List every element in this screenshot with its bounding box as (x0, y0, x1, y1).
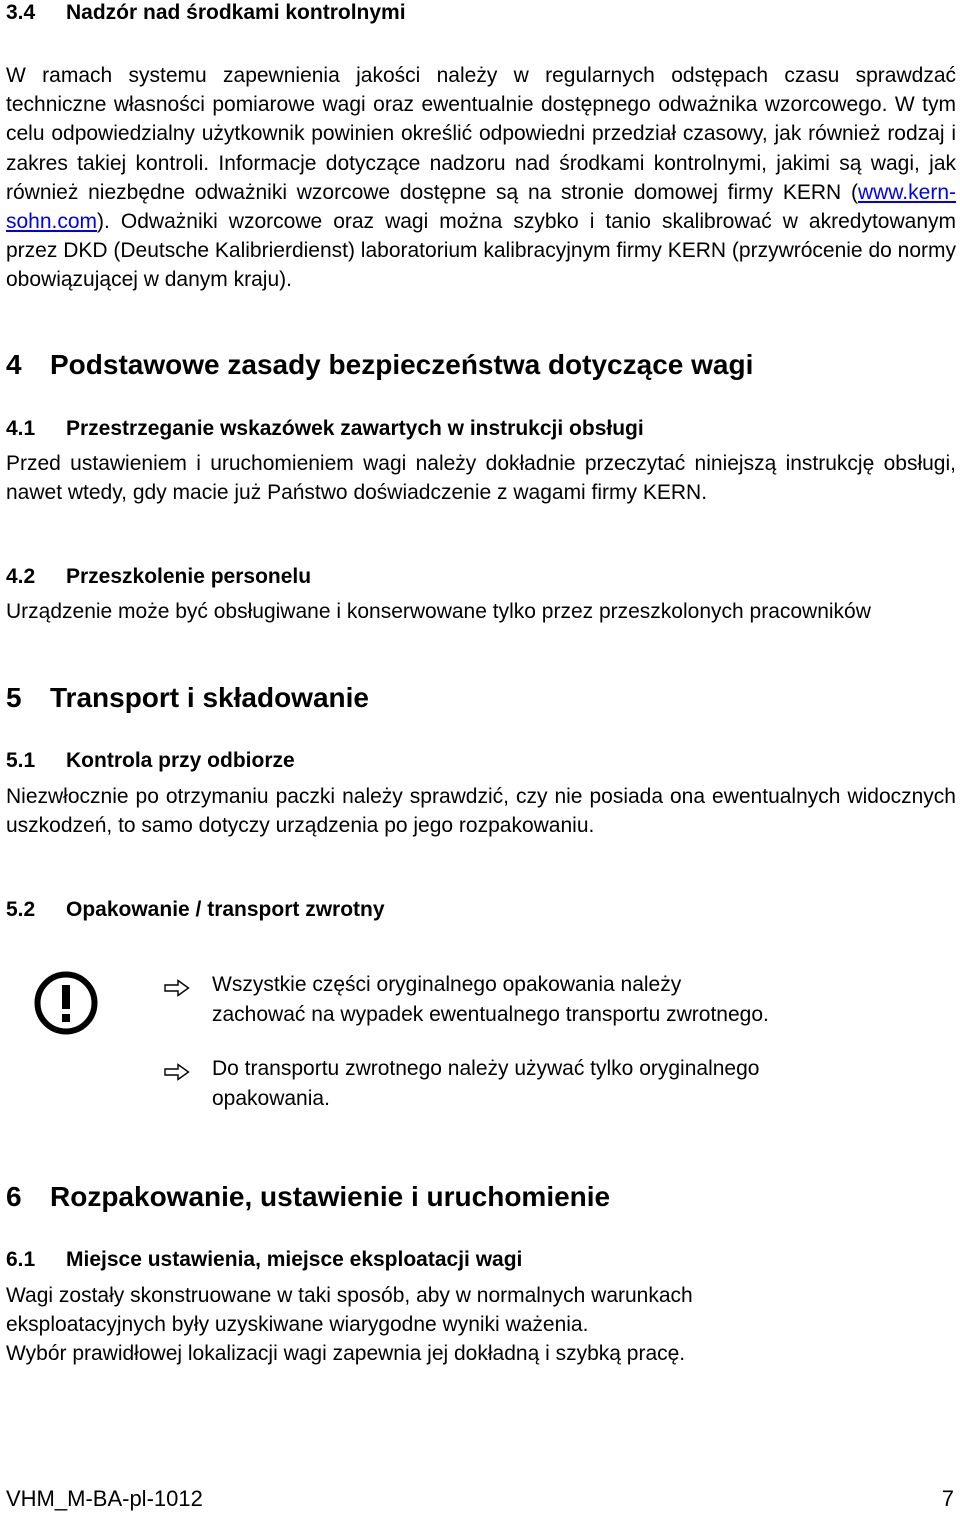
heading-title: Opakowanie / transport zwrotny (66, 898, 385, 921)
heading-5-2 (6, 897, 956, 923)
heading-number: 4.2 (6, 565, 36, 588)
paragraph-text-cont: ). Odważniki wzorcowe oraz wagi można szybko i tanio skalibrować w akredytowanym przez DKD (Deutsche Kalibrierdienst) laboratorium kalibracyjnym firmy KERN (przywrócenie do normy obowiązującej w danym kraju). (6, 210, 956, 292)
heading-5-1 (6, 748, 956, 774)
paragraph-line: Wagi zostały skonstruowane w taki sposób, aby w normalnych warunkach (6, 1284, 693, 1307)
heading-6-1 (6, 1247, 956, 1273)
heading-title: Przeszkolenie personelu (66, 565, 312, 588)
heading-number: 4 (6, 349, 22, 380)
heading-number: 6.1 (6, 1248, 36, 1271)
paragraph-6-1 (6, 1281, 956, 1369)
heading-title: Nadzór nad środkami kontrolnymi (66, 1, 406, 24)
heading-4-2 (6, 564, 956, 590)
footer-document-code: VHM_M-BA-pl-1012 (6, 1486, 203, 1511)
paragraph-4-1: Przed ustawieniem i uruchomieniem wagi należy dokładnie przeczytać niniejszą instrukcję obsługi, nawet wtedy, gdy macie już Państwo doświadczenie z wagami firmy KERN. (6, 452, 956, 505)
kern-website-link[interactable]: www.kern-sohn.com (6, 180, 956, 234)
heading-number: 4.1 (6, 417, 36, 440)
heading-title: Kontrola przy odbiorze (66, 749, 295, 772)
heading-4 (6, 349, 956, 381)
heading-number: 5 (6, 682, 22, 713)
heading-title: Transport i składowanie (50, 682, 369, 713)
heading-number: 6 (6, 1181, 22, 1212)
paragraph-5-1: Niezwłocznie po otrzymaniu paczki należy sprawdzić, czy nie posiada ona ewentualnych widocznych uszkodzeń, to samo dotyczy urządzenia po jego rozpakowaniu. (6, 785, 956, 838)
heading-5 (6, 682, 956, 714)
bullet-line-2: zachować na wypadek ewentualnego transportu zwrotnego. (212, 1003, 769, 1026)
bullet-line-1: Wszystkie części oryginalnego opakowania należy (212, 973, 682, 996)
paragraph-line: Wybór prawidłowej lokalizacji wagi zapewnia jej dokładną i szybką pracę. (6, 1342, 686, 1366)
heading-title: Podstawowe zasady bezpieczeństwa dotyczące wagi (50, 349, 754, 380)
paragraph-4-2: Urządzenie może być obsługiwane i konserwowane tylko przez przeszkolonych pracowników (6, 600, 871, 623)
heading-number: 3.4 (6, 1, 36, 24)
paragraph-line: eksploatacyjnych były uzyskiwane wiarygodne wyniki ważenia. (6, 1313, 589, 1337)
heading-number: 5.2 (6, 898, 36, 921)
bullet-line-2: opakowania. (212, 1087, 330, 1110)
hollow-arrow-right-icon (164, 976, 190, 1005)
footer-page-number: 7 (941, 1486, 954, 1511)
heading-4-1 (6, 416, 956, 442)
heading-number: 5.1 (6, 749, 36, 772)
exclamation-circle-icon (33, 970, 99, 1041)
hollow-arrow-right-icon (164, 1060, 190, 1089)
paragraph-text: W ramach systemu zapewnienia jakości należy w regularnych odstępach czasu sprawdzać techniczne własności pomiarowe wagi oraz ewentualnie dostępnego odważnika wzorcowego. W tym celu odpowiedzialny użytkownik powinien określić odpowiedni przedział czasowy, jak również rodzaj i zakres takiej kontroli. Informacje dotyczące nadzoru nad środkami kontrolnymi, jakimi są wagi, jak również niezbędne odważniki wzorcowe dostępne są na stronie domowej firmy KERN ( (6, 64, 956, 204)
paragraph-3-4 (6, 61, 956, 295)
heading-6 (6, 1181, 956, 1213)
heading-title: Przestrzeganie wskazówek zawartych w instrukcji obsługi (66, 417, 644, 440)
bullet-line-1: Do transportu zwrotnego należy używać tylko oryginalnego (212, 1057, 760, 1080)
heading-3-4 (6, 0, 956, 26)
heading-title: Rozpakowanie, ustawienie i uruchomienie (50, 1181, 611, 1212)
heading-title: Miejsce ustawienia, miejsce eksploatacji wagi (66, 1248, 523, 1271)
